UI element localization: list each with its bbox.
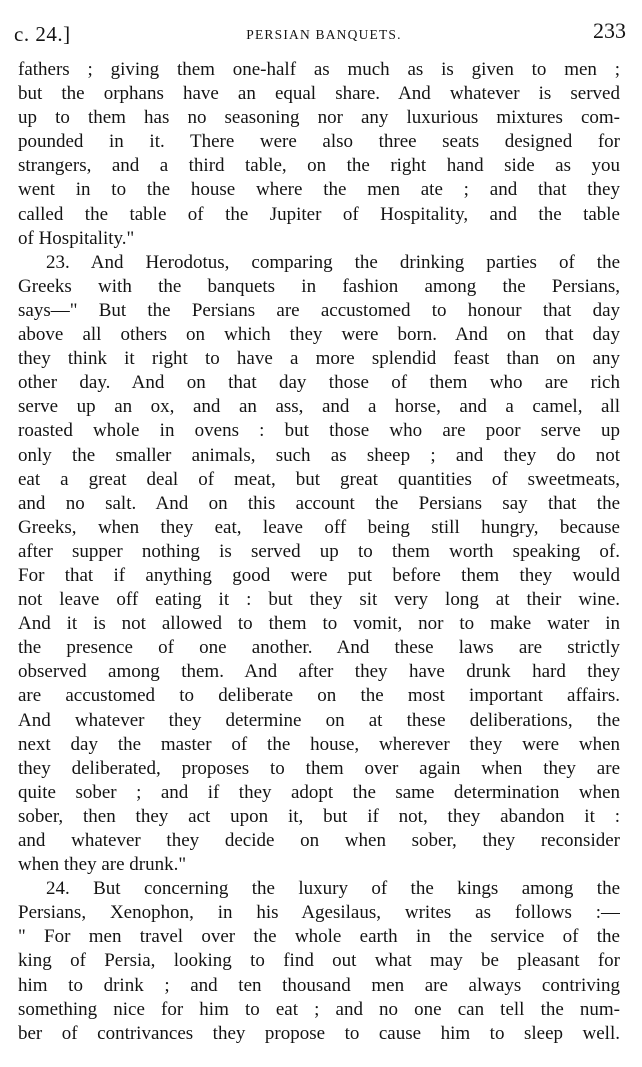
text-line: not leave off eating it : but they sit very long at their wine. bbox=[18, 589, 620, 611]
text-line: " For men travel over the whole earth in the service of the bbox=[18, 926, 620, 948]
text-line: 23. And Herodotus, comparing the drinking parties of the bbox=[46, 251, 620, 273]
text-line: says—" But the Persians are accustomed to honour that day bbox=[18, 299, 620, 321]
text-line: went in to the house where the men ate ; and that they bbox=[18, 179, 620, 201]
text-line: they deliberated, proposes to them over again when they are bbox=[18, 757, 620, 779]
text-line: For that if anything good were put before them they would bbox=[18, 564, 620, 586]
chapter-reference: c. 24.] bbox=[14, 22, 71, 46]
text-line: next day the master of the house, wherever they were when bbox=[18, 733, 620, 755]
text-line: Greeks with the banquets in fashion among the Persians, bbox=[18, 275, 620, 297]
text-line: observed among them. And after they have drunk hard they bbox=[18, 661, 620, 683]
text-line: pounded in it. There were also three seats designed for bbox=[18, 131, 620, 153]
text-line: fathers ; giving them one-half as much as is given to men ; bbox=[18, 59, 620, 80]
text-line: king of Persia, looking to find out what may be pleasant for bbox=[18, 950, 620, 972]
text-line: only the smaller animals, such as sheep ; and they do not bbox=[18, 444, 620, 466]
text-line: roasted whole in ovens : but those who are poor serve up bbox=[18, 420, 620, 442]
text-line: eat a great deal of meat, but great quantities of sweetmeats, bbox=[18, 468, 620, 490]
body-text bbox=[18, 58, 620, 1046]
text-line: ber of contrivances they propose to cause him to sleep well. bbox=[18, 1022, 620, 1044]
text-line: and whatever they decide on when sober, they reconsider bbox=[18, 830, 620, 851]
running-header bbox=[14, 18, 628, 48]
text-line: strangers, and a third table, on the right hand side as you bbox=[18, 155, 620, 177]
text-line: when they are drunk." bbox=[18, 854, 187, 876]
text-line: called the table of the Jupiter of Hospitality, and the table bbox=[18, 203, 620, 225]
text-line: other day. And on that day those of them who are rich bbox=[18, 372, 620, 394]
text-line: And whatever they determine on at these deliberations, the bbox=[18, 709, 620, 731]
text-line: after supper nothing is served up to them worth speaking of. bbox=[18, 540, 620, 562]
text-line: something nice for him to eat ; and no one can tell the num- bbox=[18, 998, 620, 1020]
text-line: they think it right to have a more splendid feast than on any bbox=[18, 348, 620, 370]
text-line: up to them has no seasoning nor any luxurious mixtures com- bbox=[18, 107, 620, 129]
text-line: of Hospitality." bbox=[18, 227, 135, 249]
text-line: quite sober ; and if they adopt the same determination when bbox=[18, 781, 620, 803]
text-line: And it is not allowed to them to vomit, nor to make water in bbox=[18, 613, 620, 635]
text-line: 24. But concerning the luxury of the kings among the bbox=[46, 878, 620, 900]
text-line: above all others on which they were born. And on that day bbox=[18, 324, 620, 346]
text-line: the presence of one another. And these laws are strictly bbox=[18, 637, 620, 659]
text-line: Greeks, when they eat, leave off being still hungry, because bbox=[18, 516, 620, 538]
text-line: him to drink ; and ten thousand men are always contriving bbox=[18, 974, 620, 996]
text-line: serve up an ox, and an ass, and a horse, and a camel, all bbox=[18, 396, 620, 418]
page-number: 233 bbox=[593, 18, 626, 43]
text-line: and no salt. And on this account the Persians say that the bbox=[18, 492, 620, 514]
text-line: Persians, Xenophon, in his Agesilaus, writes as follows :— bbox=[18, 902, 620, 924]
running-title: PERSIAN BANQUETS. bbox=[246, 27, 402, 42]
text-line: sober, then they act upon it, but if not, they abandon it : bbox=[18, 805, 620, 827]
text-line: are accustomed to deliberate on the most important affairs. bbox=[18, 685, 620, 707]
text-line: but the orphans have an equal share. And whatever is served bbox=[18, 83, 620, 105]
